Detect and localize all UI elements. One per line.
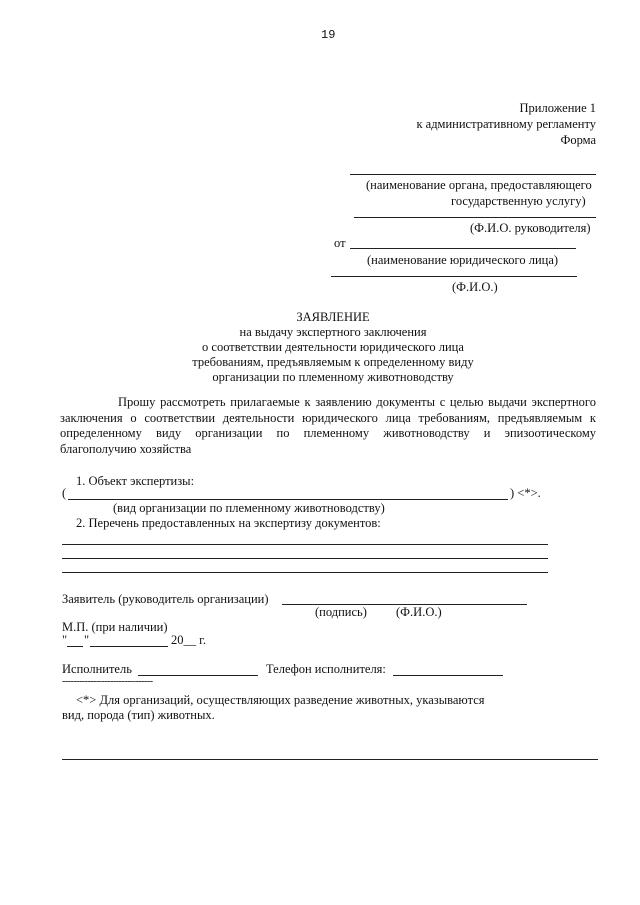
item1-caption: (вид организации по племенному животноводству) (113, 501, 385, 515)
date-quote-close: " (84, 633, 90, 647)
organ-name-field[interactable] (350, 174, 596, 175)
applicant-label: Заявитель (руководитель организации) (62, 592, 269, 606)
documents-line-2[interactable] (62, 558, 548, 559)
title-line-4: организации по племенному животноводству (212, 370, 454, 384)
date-day-field[interactable] (67, 646, 83, 647)
organ-caption-2: государственную услугу) (451, 194, 586, 208)
entity-caption: (наименование юридического лица) (367, 253, 559, 267)
executor-field[interactable] (138, 675, 258, 676)
title-line-1: на выдачу экспертного заключения (239, 325, 427, 339)
expertise-object-field[interactable] (68, 499, 508, 500)
footnote-separator: -------------------------------- (62, 676, 153, 687)
stamp-label: М.П. (при наличии) (62, 620, 168, 634)
title-line-2: о соответствии деятельности юридического лица (202, 340, 464, 354)
statement-title (120, 310, 546, 385)
fio-field[interactable] (331, 276, 577, 277)
statement-heading: ЗАЯВЛЕНИЕ (296, 310, 370, 324)
head-caption: (Ф.И.О. руководителя) (470, 221, 591, 235)
close-paren-footnote: ) <*>. (510, 486, 541, 500)
phone-label: Телефон исполнителя: (266, 662, 386, 676)
entity-name-field[interactable] (350, 248, 576, 249)
appendix-line-2: к административному регламенту (416, 117, 596, 131)
sign-caption: (подпись) (315, 605, 367, 619)
item2-label: 2. Перечень предоставленных на экспертизу документов: (76, 516, 381, 530)
page-number: 19 (321, 28, 336, 42)
title-line-3: требованиям, предъявляемым к определенному виду (192, 355, 474, 369)
appendix-block (416, 100, 596, 148)
organ-caption-1: (наименование органа, предоставляющего (366, 178, 592, 192)
date-month-field[interactable] (90, 646, 168, 647)
appendix-line-1: Приложение 1 (519, 101, 596, 115)
from-label: от (334, 236, 346, 250)
bottom-rule (62, 759, 598, 760)
date-year: 20__ г. (171, 633, 206, 647)
applicant-fio-caption: (Ф.И.О.) (396, 605, 442, 619)
date-quote-open: " (62, 633, 68, 647)
phone-field[interactable] (393, 675, 503, 676)
request-paragraph: Прошу рассмотреть прилагаемые к заявлению документы с целью выдачи экспертного заключения о соответствии деятельности юридического лица требованиям, предъявляемым к определенному виду организации по племенному животноводству и эпизоотическому благополучию хозяйства (60, 395, 596, 456)
form-label: Форма (560, 133, 596, 147)
documents-line-3[interactable] (62, 572, 548, 573)
documents-line-1[interactable] (62, 544, 548, 545)
open-paren: ( (62, 486, 67, 500)
item1-label: 1. Объект экспертизы: (76, 474, 195, 488)
footnote-line-1: <*> Для организаций, осуществляющих разведение животных, указываются (76, 693, 485, 707)
footnote-line-2: вид, порода (тип) животных. (62, 708, 215, 722)
head-name-field[interactable] (354, 217, 596, 218)
executor-label: Исполнитель (62, 662, 132, 676)
fio-caption: (Ф.И.О.) (452, 280, 498, 294)
